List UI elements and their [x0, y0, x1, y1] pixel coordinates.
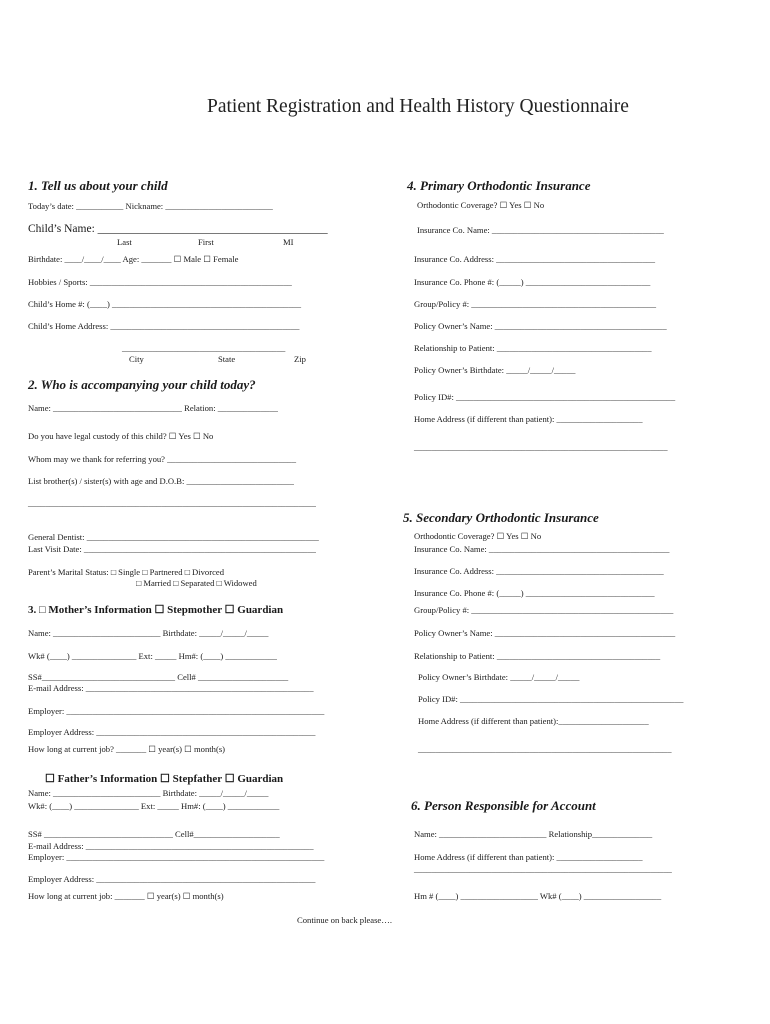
- right-line-21: Policy ID#: ____________________________________________________: [418, 694, 684, 704]
- left-line-30: Employer Address: ___________________________________________________: [28, 727, 316, 737]
- right-line-16: Insurance Co. Phone #: (_____) ______________________________: [414, 588, 655, 598]
- left-line-28: E-mail Address: _____________________________________________________: [28, 683, 314, 693]
- right-line-20: Policy Owner’s Birthdate: _____/_____/_____: [418, 672, 580, 682]
- left-line-31: How long at current job? _______ ☐ year(s) ☐ month(s): [28, 744, 226, 754]
- left-line-27: SS#_______________________________ Cell# _____________________: [28, 672, 289, 682]
- left-line-5: MI: [283, 237, 294, 247]
- right-line-1: Orthodontic Coverage? ☐ Yes ☐ No: [417, 200, 545, 210]
- left-line-18: List brother(s) / sister(s) with age and D.O.B: _________________________: [28, 476, 294, 486]
- right-line-14: Insurance Co. Name: __________________________________________: [414, 544, 670, 554]
- right-line-5: Group/Policy #: ___________________________________________: [414, 299, 657, 309]
- left-line-23: □ Married □ Separated □ Widowed: [136, 578, 257, 588]
- right-line-2: Insurance Co. Name: ________________________________________: [417, 225, 664, 235]
- left-line-38: Employer Address: ___________________________________________________: [28, 874, 316, 884]
- left-line-33: Name: _________________________ Birthdate: _____/_____/_____: [28, 788, 269, 798]
- right-line-15: Insurance Co. Address: _______________________________________: [414, 566, 664, 576]
- right-line-22: Home Address (if different than patient):_____________________: [418, 716, 649, 726]
- left-line-16: Do you have legal custody of this child? ☐ Yes ☐ No: [28, 431, 214, 441]
- right-line-3: Insurance Co. Address: _____________________________________: [414, 254, 656, 264]
- right-line-23: ___________________________________________________________: [418, 744, 672, 754]
- right-line-6: Policy Owner’s Name: ________________________________________: [414, 321, 667, 331]
- right-line-28: Hm # (____) __________________ Wk# (____) __________________: [414, 891, 662, 901]
- right-line-8: Policy Owner’s Birthdate: _____/_____/_____: [414, 365, 576, 375]
- left-line-32: ☐ Father’s Information ☐ Stepfather ☐ Guardian: [45, 773, 284, 785]
- right-line-13: Orthodontic Coverage? ☐ Yes ☐ No: [414, 531, 542, 541]
- left-line-25: Name: _________________________ Birthdate: _____/_____/_____: [28, 628, 269, 638]
- right-line-27: ____________________________________________________________: [414, 864, 672, 874]
- right-line-4: Insurance Co. Phone #: (_____) _____________________________: [414, 277, 651, 287]
- left-line-20: General Dentist: ______________________________________________________: [28, 532, 319, 542]
- left-line-10: ______________________________________: [122, 343, 286, 353]
- left-line-1: Today’s date: ___________ Nickname: _________________________: [28, 201, 273, 211]
- right-line-0: 4. Primary Orthodontic Insurance: [407, 178, 591, 193]
- left-line-26: Wk# (____) _______________ Ext: _____ Hm#: (____) ____________: [28, 651, 277, 661]
- right-line-9: Policy ID#: ___________________________________________________: [414, 392, 676, 402]
- left-line-37: Employer: ____________________________________________________________: [28, 852, 325, 862]
- left-line-34: Wk#: (____) _______________ Ext: _____ Hm#: (____) ____________: [28, 801, 280, 811]
- right-line-19: Relationship to Patient: ______________________________________: [414, 651, 661, 661]
- left-line-35: SS# ______________________________ Cell#____________________: [28, 829, 280, 839]
- right-line-11: ___________________________________________________________: [414, 442, 668, 452]
- left-line-36: E-mail Address: _____________________________________________________: [28, 841, 314, 851]
- page-title: Patient Registration and Health History Questionnaire: [207, 96, 629, 117]
- right-line-17: Group/Policy #: _______________________________________________: [414, 605, 674, 615]
- right-line-25: Name: _________________________ Relationship______________: [414, 829, 653, 839]
- right-line-26: Home Address (if different than patient): ____________________: [414, 852, 643, 862]
- left-line-11: City: [129, 354, 144, 364]
- left-line-22: Parent’s Marital Status: □ Single □ Partnered □ Divorced: [28, 567, 225, 577]
- left-line-19: ___________________________________________________________________: [28, 498, 316, 508]
- left-line-6: Birthdate: ____/____/____ Age: _______ ☐ Male ☐ Female: [28, 254, 239, 264]
- left-line-2: Child’s Name: ________________________________________: [28, 223, 328, 235]
- left-line-14: 2. Who is accompanying your child today?: [28, 377, 256, 392]
- right-line-18: Policy Owner’s Name: __________________________________________: [414, 628, 676, 638]
- right-line-12: 5. Secondary Orthodontic Insurance: [403, 510, 599, 525]
- right-line-24: 6. Person Responsible for Account: [411, 798, 596, 813]
- left-line-39: How long at current job: _______ ☐ year(s) ☐ month(s): [28, 891, 224, 901]
- left-line-12: State: [218, 354, 236, 364]
- right-line-7: Relationship to Patient: ____________________________________: [414, 343, 652, 353]
- left-line-13: Zip: [294, 354, 306, 364]
- left-line-3: Last: [117, 237, 132, 247]
- left-line-15: Name: ______________________________ Relation: ______________: [28, 403, 278, 413]
- right-line-10: Home Address (if different than patient): ____________________: [414, 414, 643, 424]
- footer-continue: Continue on back please….: [297, 915, 392, 925]
- left-line-8: Child’s Home #: (____) ____________________________________________: [28, 299, 302, 309]
- left-line-17: Whom may we thank for referring you? ______________________________: [28, 454, 297, 464]
- left-line-9: Child’s Home Address: ____________________________________________: [28, 321, 300, 331]
- left-line-0: 1. Tell us about your child: [28, 178, 168, 193]
- left-line-24: 3. □ Mother’s Information ☐ Stepmother ☐ Guardian: [28, 604, 284, 616]
- left-line-7: Hobbies / Sports: _______________________________________________: [28, 277, 292, 287]
- left-line-4: First: [198, 237, 214, 247]
- left-line-29: Employer: ____________________________________________________________: [28, 706, 325, 716]
- left-line-21: Last Visit Date: ______________________________________________________: [28, 544, 316, 554]
